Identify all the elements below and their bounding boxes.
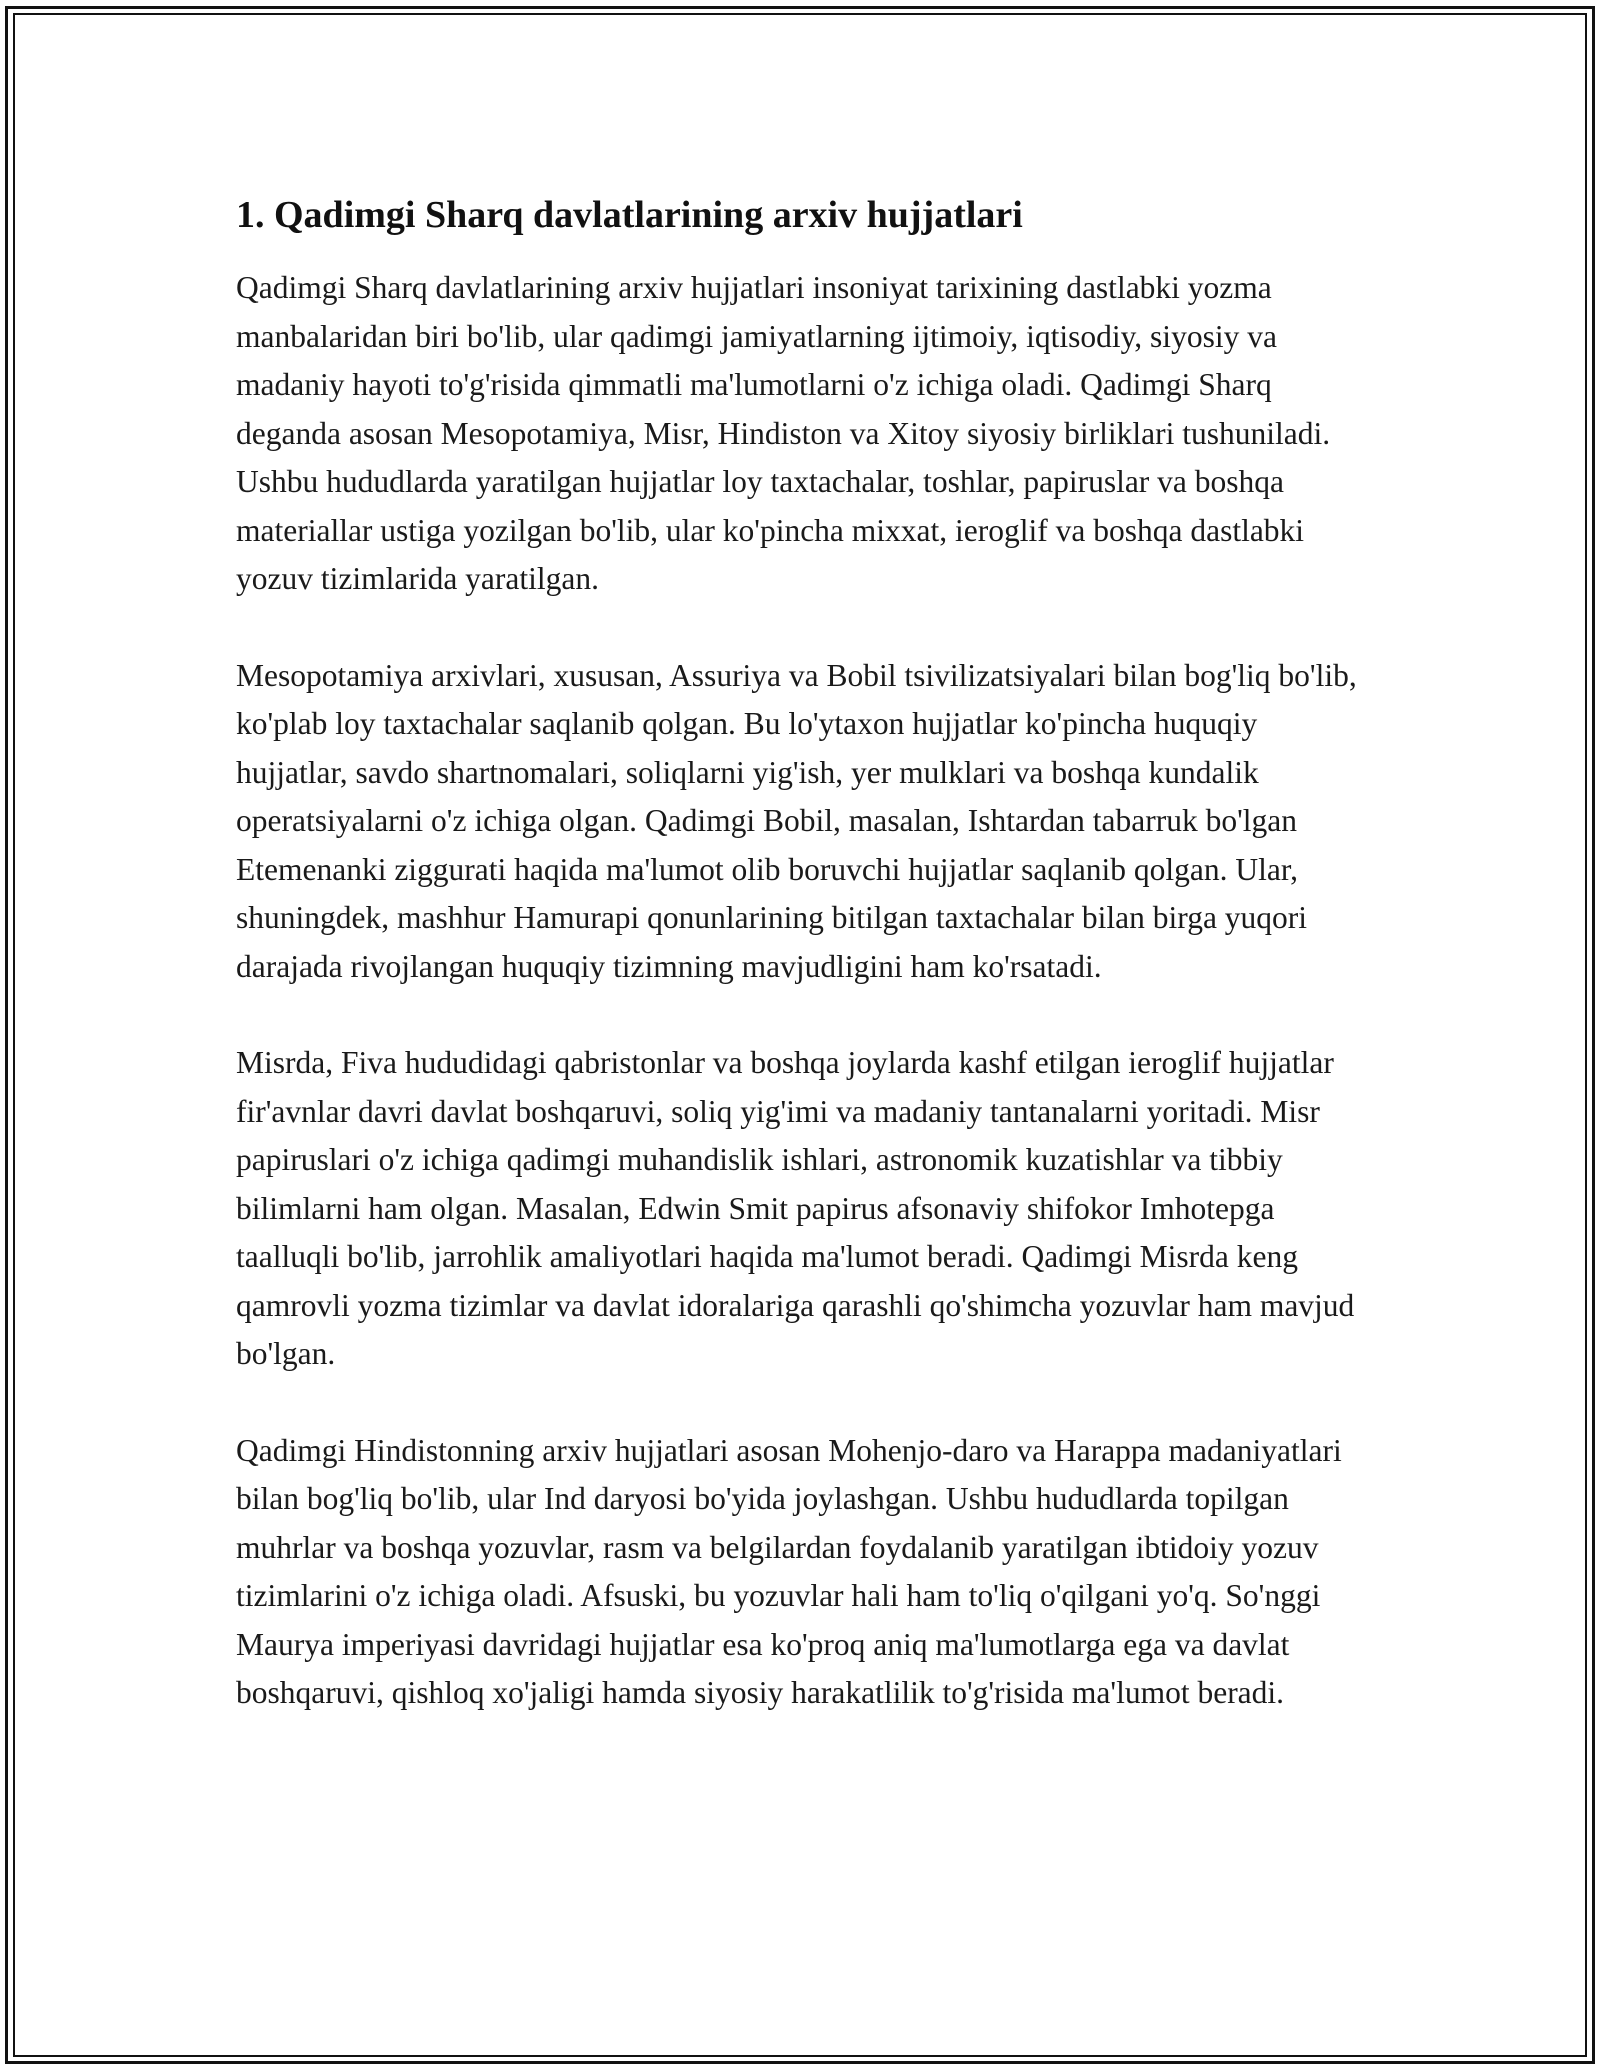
section-heading: 1. Qadimgi Sharq davlatlarining arxiv hujjatlari bbox=[236, 194, 1023, 236]
paragraph-intro: Qadimgi Sharq davlatlarining arxiv hujjatlari insoniyat tarixining dastlabki yozma manbalaridan biri bo'lib, ular qadimgi jamiyatlarning ijtimoiy, iqtisodiy, siyosiy va madaniy hayoti to'g'risida qimmatli ma'lumotlarni o'z ichiga oladi. Qadimgi Sharq deganda asosan Mesopotamiya, Misr, Hindiston va Xitoy siyosiy birliklari tushuniladi. Ushbu hududlarda yaratilgan hujjatlar loy taxtachalar, toshlar, papiruslar va boshqa materiallar ustiga yozilgan bo'lib, ular ko'pincha mixxat, ieroglif va boshqa dastlabki yozuv tizimlarida yaratilgan. bbox=[236, 270, 1331, 596]
document-body bbox=[236, 186, 1366, 1766]
paragraph-egypt: Misrda, Fiva hududidagi qabristonlar va boshqa joylarda kashf etilgan ieroglif hujjatlar fir'avnlar davri davlat boshqaruvi, soliq yig'imi va madaniy tantanalarni yoritadi. Misr papiruslari o'z ichiga qadimgi muhandislik ishlari, astronomik kuzatishlar va tibbiy bilimlarni ham olgan. Masalan, Edwin Smit papirus afsonaviy shifokor Imhotepga taalluqli bo'lib, jarrohlik amaliyotlari haqida ma'lumot beradi. Qadimgi Misrda keng qamrovli yozma tizimlar va davlat idoralariga qarashli qo'shimcha yozuvlar ham mavjud bo'lgan. bbox=[236, 1045, 1355, 1371]
paragraph-mesopotamia: Mesopotamiya arxivlari, xususan, Assuriya va Bobil tsivilizatsiyalari bilan bog'liq bo'lib, ko'plab loy taxtachalar saqlanib qolgan. Bu lo'ytaxon hujjatlar ko'pincha huquqiy hujjatlar, savdo shartnomalari, soliqlarni yig'ish, yer mulklari va boshqa kundalik operatsiyalarni o'z ichiga olgan. Qadimgi Bobil, masalan, Ishtardan tabarruk bo'lgan Etemenanki ziggurati haqida ma'lumot olib boruvchi hujjatlar saqlanib qolgan. Ular, shuningdek, mashhur Hamurapi qonunlarining bitilgan taxtachalar bilan birga yuqori darajada rivojlangan huquqiy tizimning mavjudligini ham ko'rsatadi. bbox=[236, 657, 1357, 984]
paragraph-india: Qadimgi Hindistonning arxiv hujjatlari asosan Mohenjo-daro va Harappa madaniyatlari bilan bog'liq bo'lib, ular Ind daryosi bo'yida joylashgan. Ushbu hududlarda topilgan muhrlar va boshqa yozuvlar, rasm va belgilardan foydalanib yaratilgan ibtidoiy yozuv tizimlarini o'z ichiga oladi. Afsuski, bu yozuvlar hali ham to'liq o'qilgani yo'q. So'nggi Maurya imperiyasi davridagi hujjatlar esa ko'proq aniq ma'lumotlarga ega va davlat boshqaruvi, qishloq xo'jaligi hamda siyosiy harakatlilik to'g'risida ma'lumot beradi. bbox=[236, 1432, 1342, 1710]
